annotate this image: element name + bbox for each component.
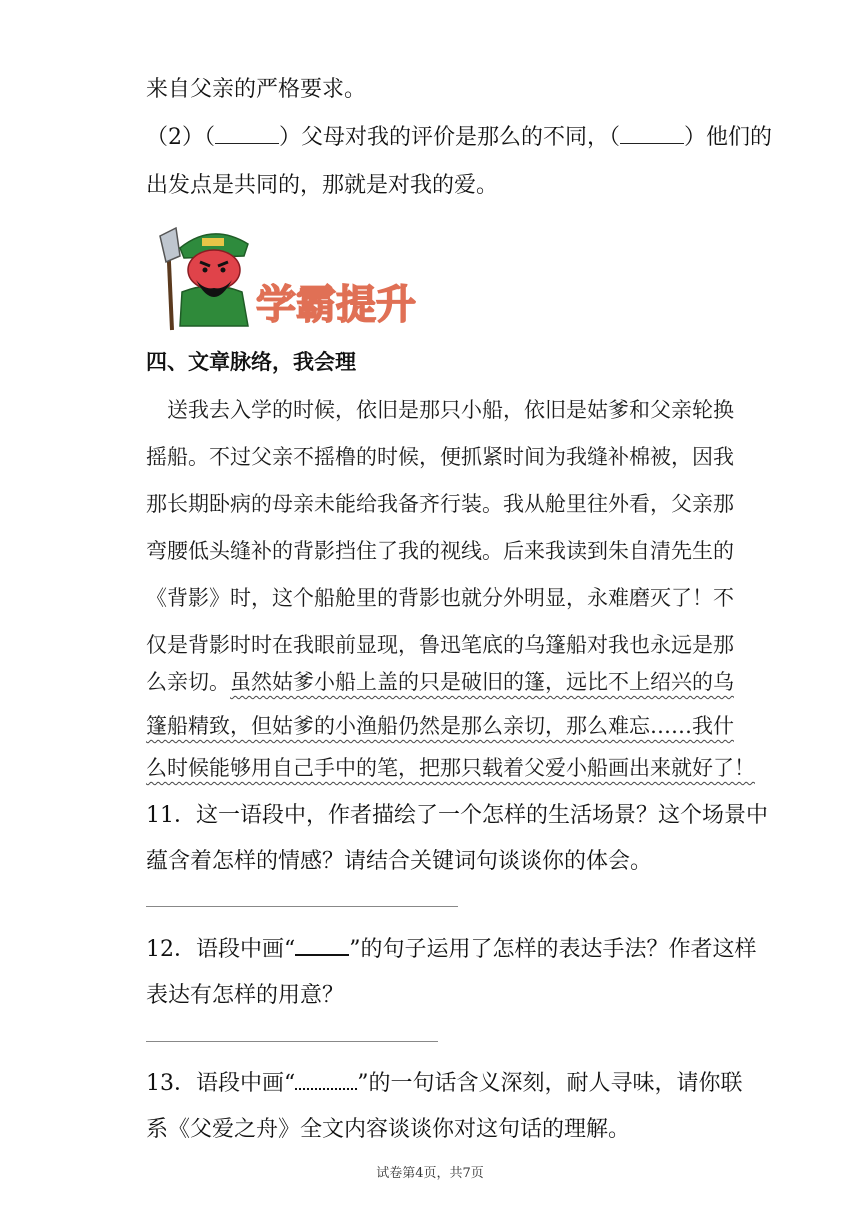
fill-blank[interactable] <box>620 123 684 144</box>
wavy-underlined-sentence: 我什 <box>692 714 734 738</box>
badge-title: 学霸提升 <box>256 282 416 328</box>
answer-line[interactable] <box>146 906 458 907</box>
answer-line[interactable] <box>146 1041 438 1042</box>
text-line: 来自父亲的严格要求。 <box>146 77 367 102</box>
question-line <box>146 120 772 151</box>
text-span: ”的一句话含义深刻，耐人寻味，请你联 <box>357 1071 743 1096</box>
question-12 <box>146 932 757 963</box>
underline-sample <box>295 1068 357 1090</box>
text-span: ”的句子运用了怎样的表达手法？作者这样 <box>349 937 757 962</box>
section-title: 四、文章脉络，我会理 <box>146 350 356 374</box>
text-span: （2）（ <box>146 125 215 150</box>
question-12-cont: 表达有怎样的用意？ <box>146 983 345 1008</box>
underline-sample <box>295 934 349 956</box>
cartoon-guan-yu-icon <box>152 222 452 334</box>
passage-line: 仅是背影时时在我眼前显现，鲁迅笔底的乌篷船对我也永远是那 <box>146 633 734 657</box>
text-span: 么亲切。 <box>146 670 230 694</box>
wavy-underlined-sentence: 篷船精致，但姑爹的小渔船仍然是那么亲切，那么难忘…… <box>146 714 692 738</box>
passage-line: 弯腰低头缝补的背影挡住了我的视线。后来我读到朱自清先生的 <box>146 539 734 563</box>
passage-line <box>146 666 734 696</box>
wavy-underlined-sentence: 虽然姑爹小船上盖的只是破旧的篷，远比不上绍兴的乌 <box>230 670 734 694</box>
fill-blank[interactable] <box>215 123 279 144</box>
passage-line: 摇船。不过父亲不摇橹的时候，便抓紧时间为我缝补棉被，因我 <box>146 445 734 469</box>
text-span: 12．语段中画“ <box>146 937 296 962</box>
passage-line: 《背影》时，这个船舱里的背影也就分外明显，永难磨灭了！不 <box>146 586 734 610</box>
study-boost-badge <box>152 222 452 338</box>
question-13-cont: 系《父爱之舟》全文内容谈谈你对这句话的理解。 <box>146 1117 631 1142</box>
text-span: ）他们的 <box>684 125 773 150</box>
question-11-cont: 蕴含着怎样的情感？请结合关键词句谈谈你的体会。 <box>146 849 653 874</box>
passage-line: 那长期卧病的母亲未能给我备齐行装。我从舱里往外看，父亲那 <box>146 492 734 516</box>
text-span: ）父母对我的评价是那么的不同，（ <box>279 125 621 150</box>
passage-line <box>146 710 734 740</box>
page-footer: 试卷第4页，共7页 <box>376 1166 484 1181</box>
passage-line: 送我去入学的时候，依旧是那只小船，依旧是姑爹和父亲轮换 <box>146 398 734 422</box>
text-line: 出发点是共同的，那就是对我的爱。 <box>146 173 499 198</box>
passage-line: 么时候能够用自己手中的笔，把那只载着父爱小船画出来就好了！ <box>146 756 755 780</box>
text-span: 13．语段中画“ <box>146 1071 296 1096</box>
question-13 <box>146 1066 743 1097</box>
question-11: 11．这一语段中，作者描绘了一个怎样的生活场景？这个场景中 <box>146 803 768 828</box>
